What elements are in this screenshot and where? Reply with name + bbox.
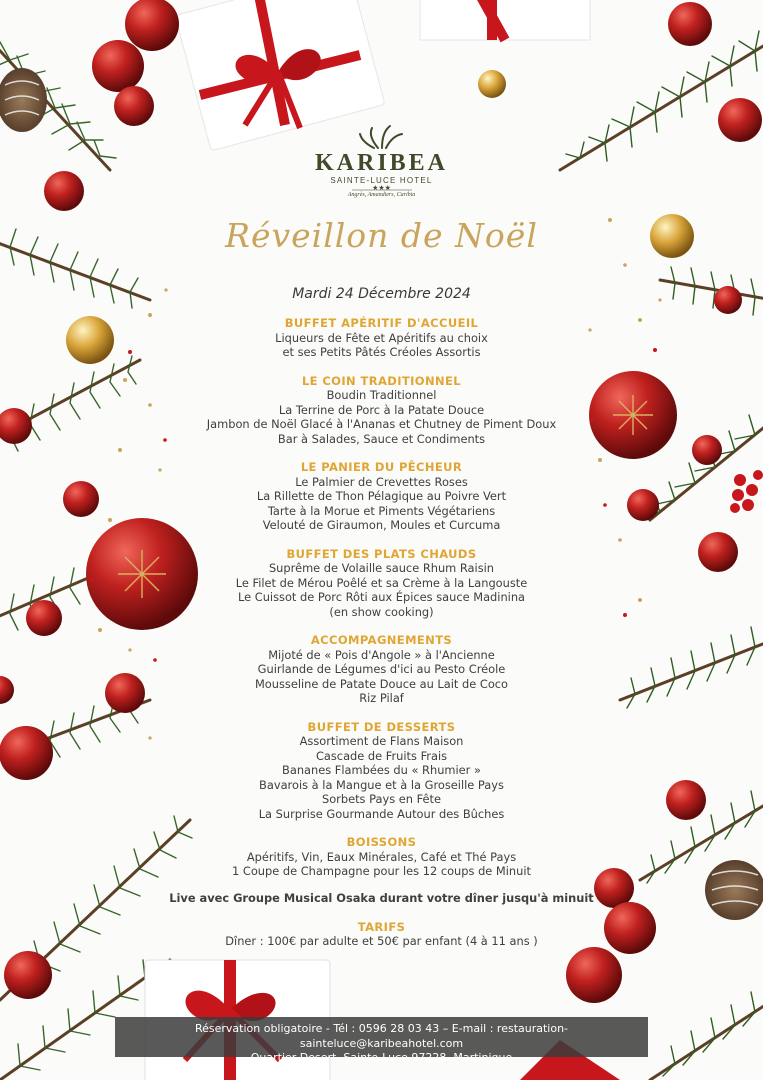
menu-section-title: LE PANIER DU PÊCHEUR xyxy=(300,460,463,474)
section-spacer xyxy=(180,446,583,460)
menu-item: Liqueurs de Fête et Apéritifs au choix xyxy=(275,330,488,345)
menu-item: Guirlande de Légumes d'ici au Pesto Créole xyxy=(257,662,506,676)
hotel-stars: ★★★ xyxy=(372,184,391,192)
menu-item: Sorbets Pays en Fête xyxy=(321,792,442,806)
menu-item: Le Filet de Mérou Poêlé et sa Crème à la Langouste xyxy=(235,575,528,590)
menu-section xyxy=(180,633,583,706)
live-music-note: Live avec Groupe Musical Osaka durant votre dîner jusqu'à minuit xyxy=(169,891,594,905)
menu-item: Assortiment de Flans Maison xyxy=(299,734,464,748)
section-spacer xyxy=(180,706,583,720)
menu-item: Bar à Salades, Sauce et Condiments xyxy=(277,431,486,446)
menu-section-title: BUFFET DES PLATS CHAUDS xyxy=(286,546,477,561)
menu-item: Mijoté de « Pois d'Angole » à l'Ancienne xyxy=(268,647,495,662)
menu-item: Apéritifs, Vin, Eaux Minérales, Café et Thé Pays xyxy=(246,849,517,864)
menu-item: Boudin Traditionnel xyxy=(326,388,437,402)
menu-section-title: BUFFET APÉRITIF D'ACCUEIL xyxy=(284,316,479,330)
reservation-footer xyxy=(115,1017,648,1064)
menu-item: Bavarois à la Mangue et à la Groseille Pays xyxy=(259,777,504,792)
menu-item: Le Cuissot de Porc Rôti aux Épices sauce Madinina xyxy=(237,590,526,604)
tarifs-text: Dîner : 100€ par adulte et 50€ par enfant (4 à 11 ans ) xyxy=(225,934,538,948)
hotel-logo-name: KARIBEA xyxy=(314,150,449,176)
menu-item: 1 Coupe de Champagne pour les 12 coups de Minuit xyxy=(232,864,531,878)
menu-item: Bananes Flambées du « Rhumier » xyxy=(282,763,481,777)
menu-item: La Terrine de Porc à la Patate Douce xyxy=(278,402,485,417)
menu-item: et ses Petits Pâtés Créoles Assortis xyxy=(282,345,481,359)
menu-sections xyxy=(180,316,583,879)
menu-item: Mousseline de Patate Douce au Lait de Coco xyxy=(254,676,509,691)
section-spacer xyxy=(180,619,583,633)
menu-item: Tarte à la Morue et Piments Végétariens xyxy=(267,503,496,518)
menu-section-title: ACCOMPAGNEMENTS xyxy=(310,633,453,647)
event-date: Mardi 24 Décembre 2024 xyxy=(292,286,471,302)
hotel-tagline: Angrès, Amandiers, Caribia xyxy=(347,192,416,198)
menu-section xyxy=(180,460,583,533)
menu-item: Riz Pilaf xyxy=(359,691,404,705)
hotel-subtitle: SAINTE-LUCE HOTEL xyxy=(330,176,433,185)
footer-contact-line: Réservation obligatoire - Tél : 0596 28 03 43 – E-mail : restauration-sainteluce@karibeahotel.com xyxy=(194,1022,569,1050)
menu-item: La Rillette de Thon Pélagique au Poivre Vert xyxy=(256,489,507,503)
menu-section-title: LE COIN TRADITIONNEL xyxy=(301,373,462,388)
menu-item: Suprême de Volaille sauce Rhum Raisin xyxy=(268,561,495,575)
tarifs-title: TARIFS xyxy=(357,920,406,934)
menu-section-title: BUFFET DE DESSERTS xyxy=(307,719,456,734)
gift-top-right xyxy=(420,0,590,40)
menu-section xyxy=(180,835,583,879)
menu-item: La Surprise Gourmande Autour des Bûches xyxy=(258,806,505,821)
menu-item: Velouté de Giraumon, Moules et Curcuma xyxy=(262,518,501,532)
section-spacer xyxy=(180,360,583,374)
footer-address-line: Quartier Desert, Sainte-Luce 97228, Martinique xyxy=(250,1051,513,1064)
menu-item: (en show cooking) xyxy=(329,604,434,619)
menu-item: Cascade de Fruits Frais xyxy=(315,748,448,763)
page-title: Réveillon de Noël xyxy=(225,216,538,255)
menu-section xyxy=(180,316,583,360)
menu-item: Jambon de Noël Glacé à l'Ananas et Chutney de Piment Doux xyxy=(206,417,557,431)
section-spacer xyxy=(180,533,583,547)
menu-item: Le Palmier de Crevettes Roses xyxy=(295,474,468,489)
berry-cluster xyxy=(730,470,763,513)
menu-section xyxy=(180,547,583,620)
gift-top xyxy=(175,0,385,151)
menu-section xyxy=(180,720,583,822)
section-spacer xyxy=(180,821,583,835)
karibea-logo-icon xyxy=(360,126,402,148)
menu-section-title: BOISSONS xyxy=(346,835,417,849)
menu-section xyxy=(180,374,583,447)
